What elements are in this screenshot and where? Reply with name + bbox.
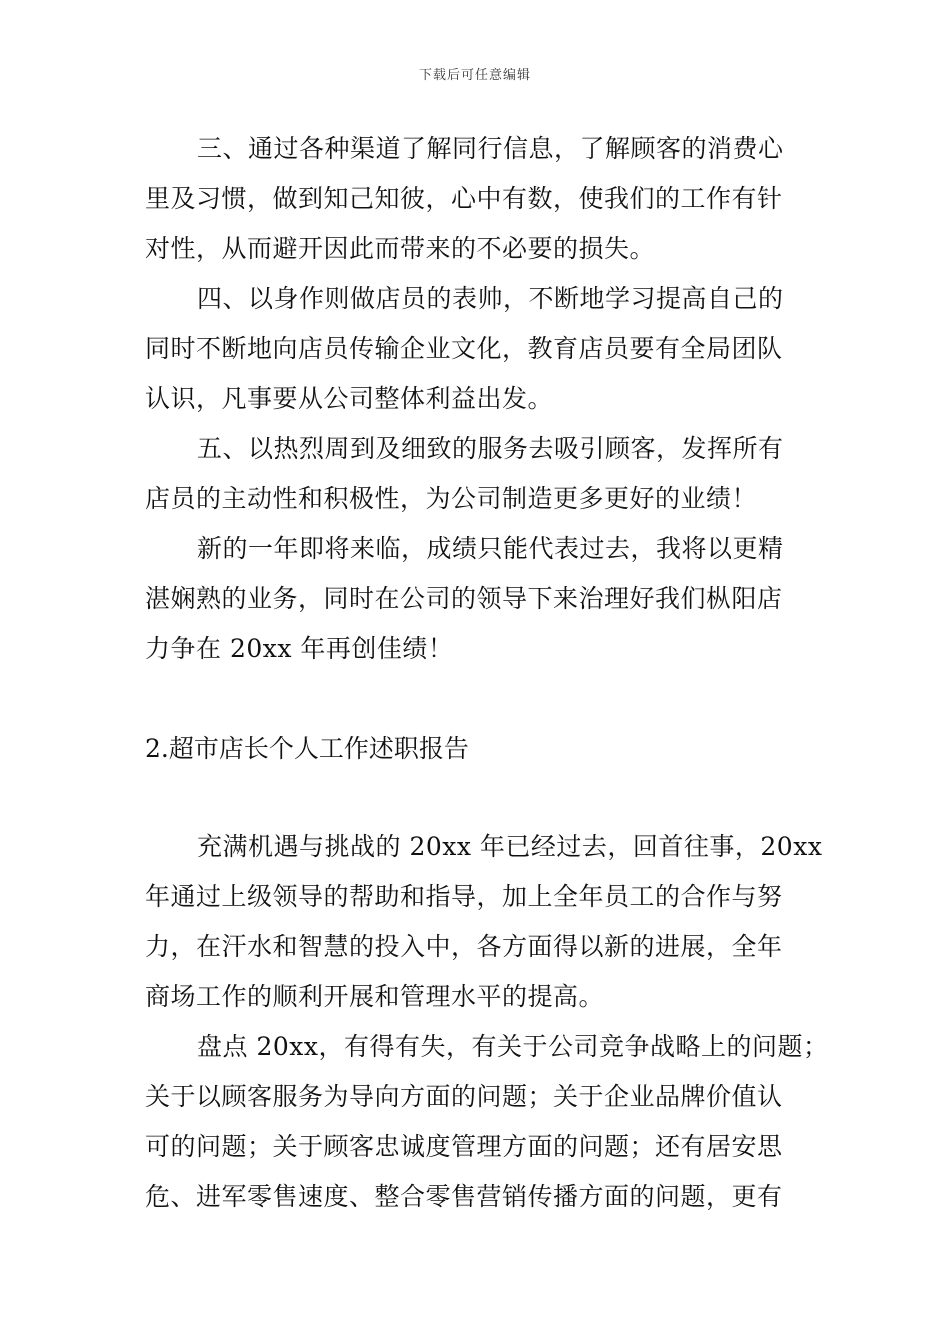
paragraph-line: 年通过上级领导的帮助和指导，加上全年员工的合作与努	[145, 882, 783, 911]
paragraph-line: 新的一年即将来临，成绩只能代表过去，我将以更精	[197, 534, 784, 563]
paragraph-line: 里及习惯，做到知己知彼，心中有数，使我们的工作有针	[145, 184, 783, 213]
paragraph-line: 三、通过各种渠道了解同行信息，了解顾客的消费心	[197, 134, 784, 163]
section-heading: 2.超市店长个人工作述职报告	[145, 734, 469, 763]
paragraph-line: 力争在 20xx 年再创佳绩！	[145, 634, 454, 663]
paragraph-line: 充满机遇与挑战的 20xx 年已经过去，回首往事，20xx	[197, 832, 823, 861]
paragraph-line: 力，在汗水和智慧的投入中，各方面得以新的进展，全年	[145, 932, 783, 961]
paragraph-line: 可的问题；关于顾客忠诚度管理方面的问题；还有居安思	[145, 1132, 783, 1161]
paragraph-line: 四、以身作则做店员的表帅，不断地学习提高自己的	[197, 284, 784, 313]
paragraph-line: 五、以热烈周到及细致的服务去吸引顾客，发挥所有	[197, 434, 784, 463]
paragraph-line: 店员的主动性和积极性，为公司制造更多更好的业绩！	[145, 484, 758, 513]
page-header: 下载后可任意编辑	[418, 68, 531, 83]
paragraph-line: 关于以顾客服务为导向方面的问题；关于企业品牌价值认	[145, 1082, 783, 1111]
body-section-2	[145, 822, 829, 1222]
body-section-1	[145, 124, 810, 674]
paragraph-line: 对性，从而避开因此而带来的不必要的损失。	[145, 234, 656, 263]
paragraph-line: 盘点 20xx，有得有失，有关于公司竞争战略上的问题；	[197, 1032, 829, 1061]
paragraph-line: 同时不断地向店员传输企业文化，教育店员要有全局团队	[145, 334, 783, 363]
paragraph-line: 认识，凡事要从公司整体利益出发。	[145, 384, 554, 413]
paragraph-line: 危、进军零售速度、整合零售营销传播方面的问题，更有	[145, 1182, 783, 1211]
paragraph-line: 湛娴熟的业务，同时在公司的领导下来治理好我们枞阳店	[145, 584, 783, 613]
paragraph-line: 商场工作的顺利开展和管理水平的提高。	[145, 982, 605, 1011]
